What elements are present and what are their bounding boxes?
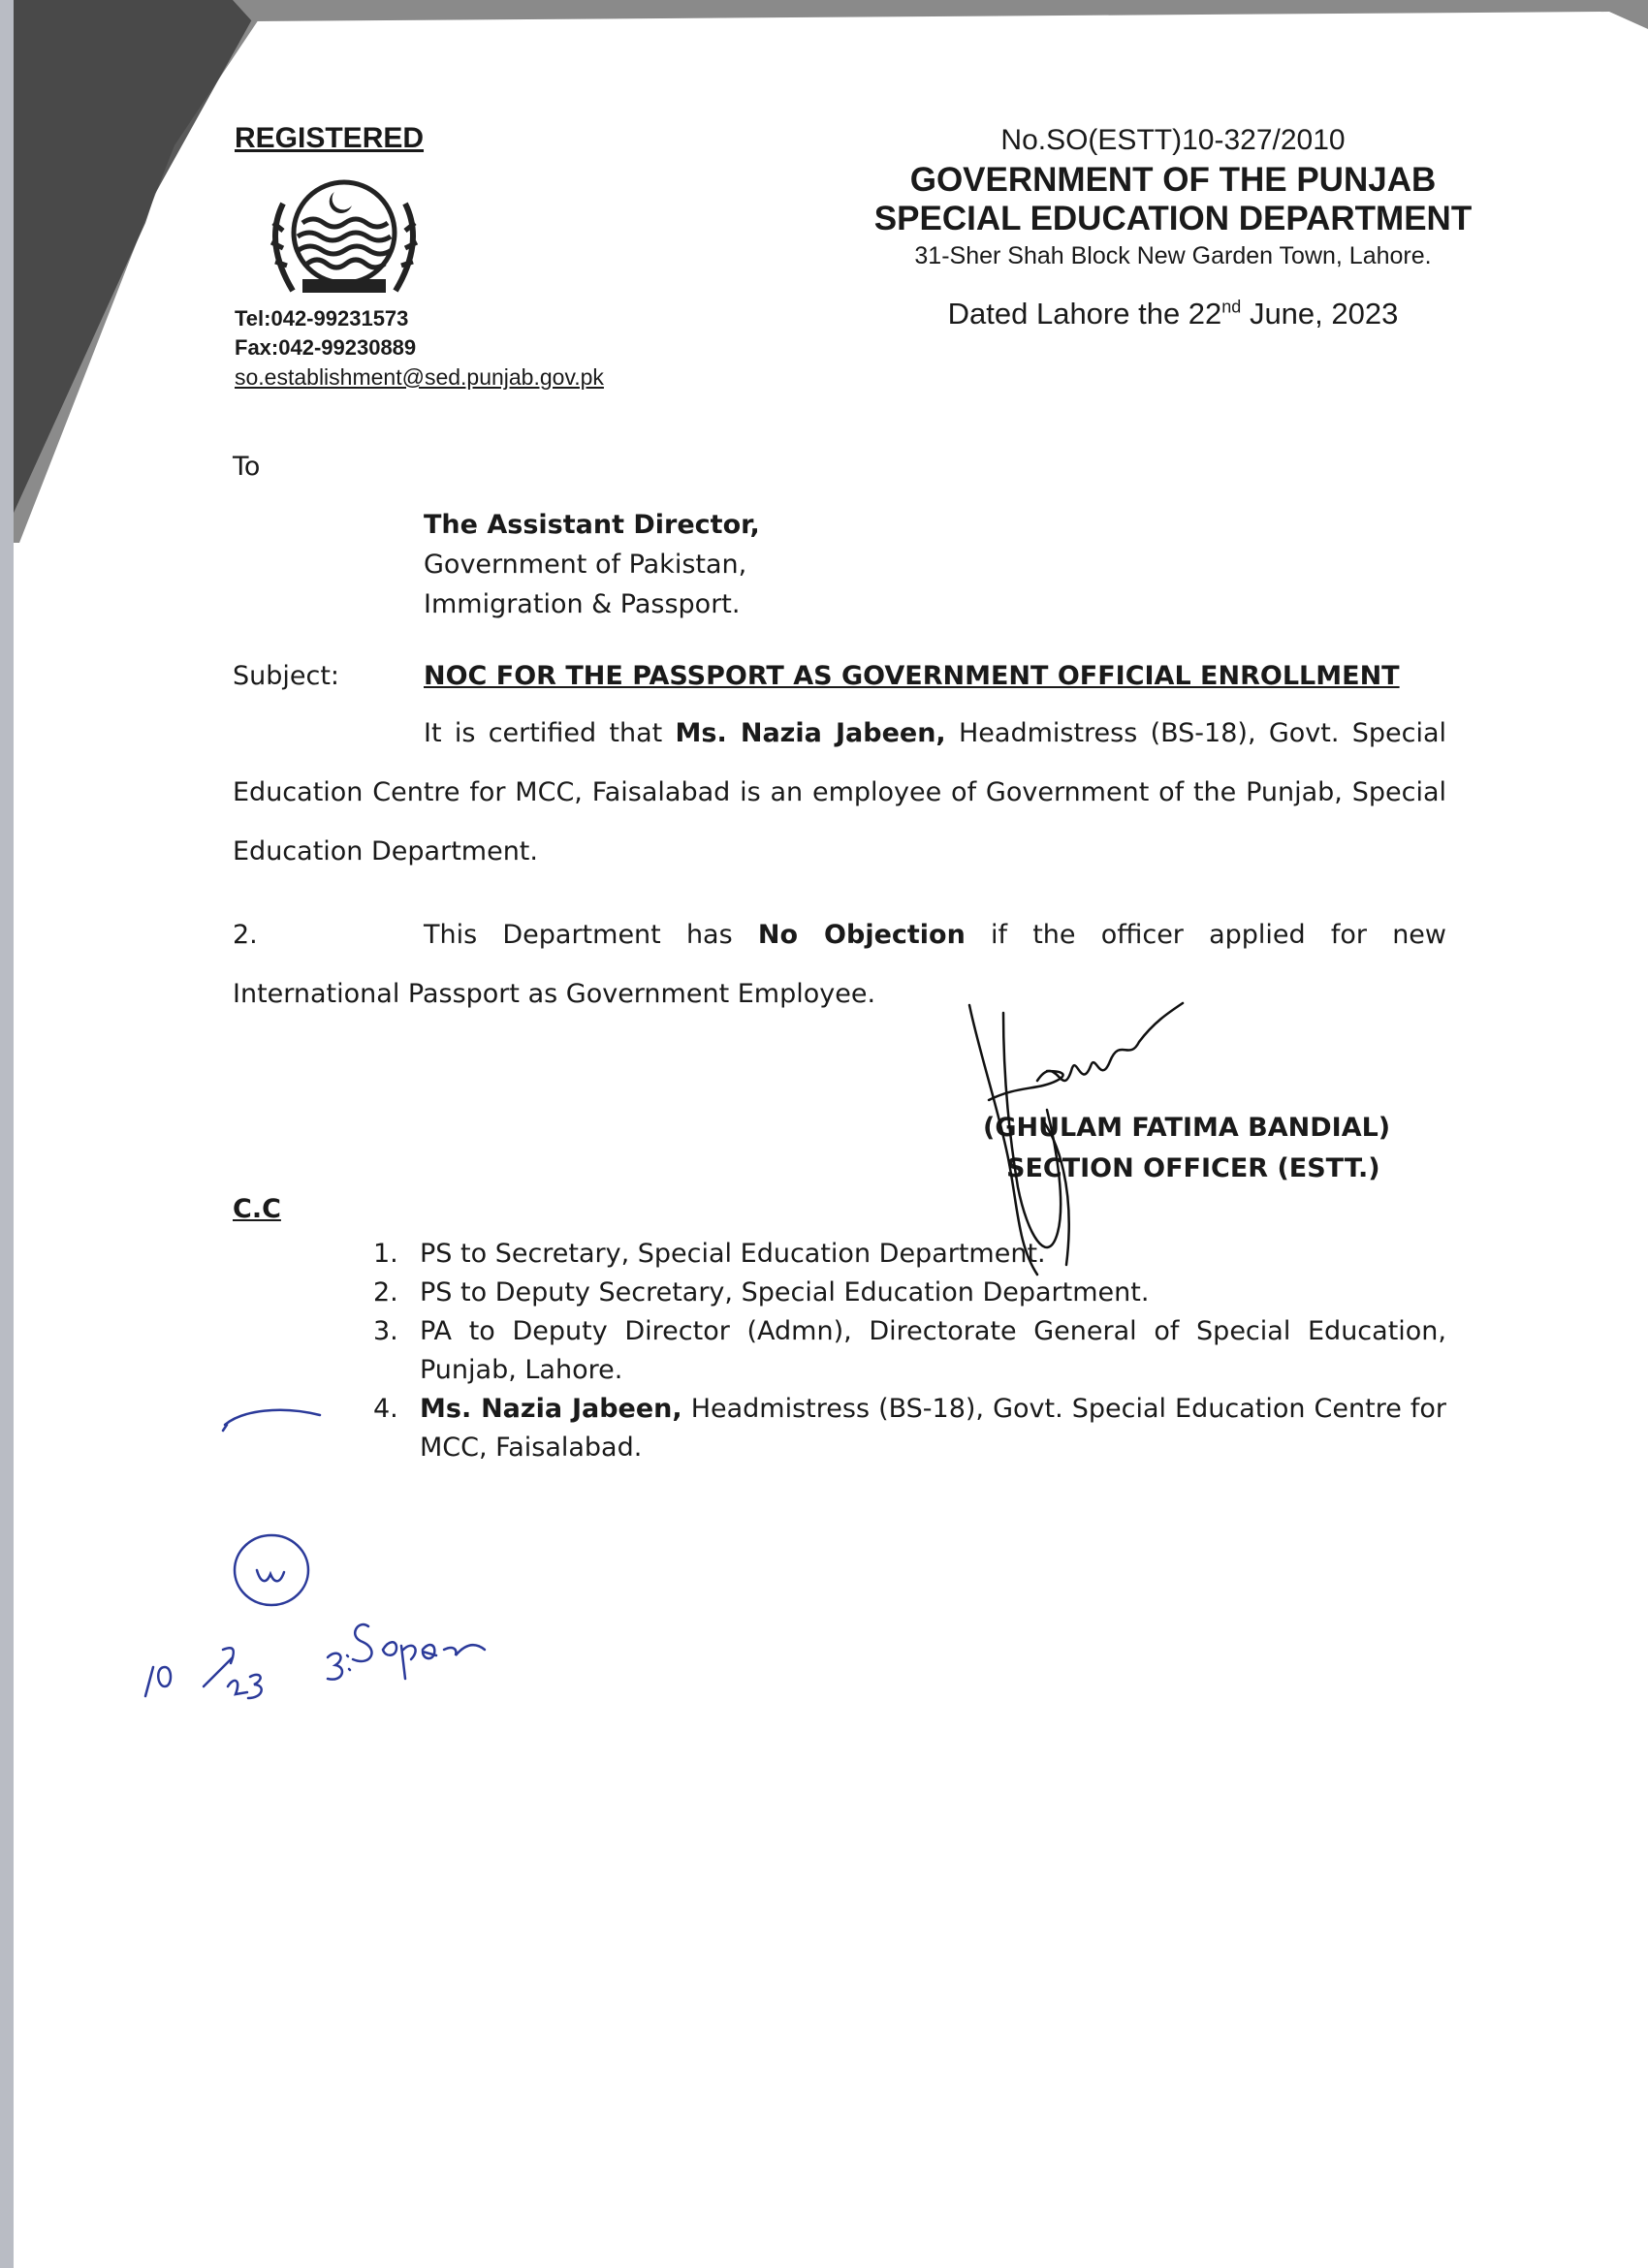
top-edge-shadow bbox=[233, 0, 1648, 39]
handwritten-notes bbox=[136, 1396, 582, 1764]
cc-item-3: 3. PA to Deputy Director (Admn), Directorate General of Special Education, Punjab, Lahore. bbox=[373, 1316, 1446, 1385]
telephone: Tel:042-99231573 bbox=[235, 306, 409, 331]
no-objection-text: No Objection bbox=[757, 920, 966, 950]
fax: Fax:042-99230889 bbox=[235, 335, 417, 360]
email-link[interactable]: so.establishment@sed.punjab.gov.pk bbox=[235, 364, 604, 390]
to-label: To bbox=[233, 452, 261, 482]
subject-label: Subject: bbox=[233, 661, 340, 691]
paragraph-1: It is certified that Ms. Nazia Jabeen, Headmistress (BS-18), Govt. Special Education Centre for MCC, Faisalabad is an employee of Government of the Punjab, Special Education Department. bbox=[233, 718, 1446, 866]
cc-label: C.C bbox=[233, 1194, 281, 1224]
registered-label: REGISTERED bbox=[235, 122, 425, 154]
left-edge-shadow bbox=[0, 0, 39, 2268]
office-address: 31-Sher Shah Block New Garden Town, Lahore. bbox=[914, 242, 1432, 269]
department-title: SPECIAL EDUCATION DEPARTMENT bbox=[873, 200, 1473, 237]
date-line: Dated Lahore the 22nd June, 2023 bbox=[947, 297, 1399, 331]
employee-name: Ms. Nazia Jabeen, bbox=[675, 718, 946, 748]
recipient-line-2: Government of Pakistan, bbox=[424, 550, 747, 580]
paragraph-2: 2. This Department has No Objection if the officer applied for new International Passport as Government Employee. bbox=[233, 920, 1447, 1009]
cc-item-2: 2. PS to Deputy Secretary, Special Education Department. bbox=[373, 1277, 1150, 1307]
subject-text: NOC FOR THE PASSPORT AS GOVERNMENT OFFICIAL ENROLLMENT bbox=[424, 661, 1400, 691]
cc-item-1: 1. PS to Secretary, Special Education Department. bbox=[373, 1239, 1046, 1269]
signatory-title: SECTION OFFICER (ESTT.) bbox=[1006, 1153, 1380, 1183]
recipient-line-3: Immigration & Passport. bbox=[424, 589, 741, 619]
recipient-address bbox=[424, 506, 760, 625]
government-title: GOVERNMENT OF THE PUNJAB bbox=[909, 161, 1437, 199]
recipient-title: The Assistant Director, bbox=[424, 510, 760, 540]
cc-item-4: 4. Ms. Nazia Jabeen, Headmistress (BS-18), Govt. Special Education Centre for MCC, Faisalabad. bbox=[373, 1394, 1446, 1463]
signatory-name: (GHULAM FATIMA BANDIAL) bbox=[983, 1113, 1391, 1143]
reference-number: No.SO(ESTT)10-327/2010 bbox=[1000, 124, 1346, 156]
punjab-emblem-logo bbox=[254, 165, 434, 310]
